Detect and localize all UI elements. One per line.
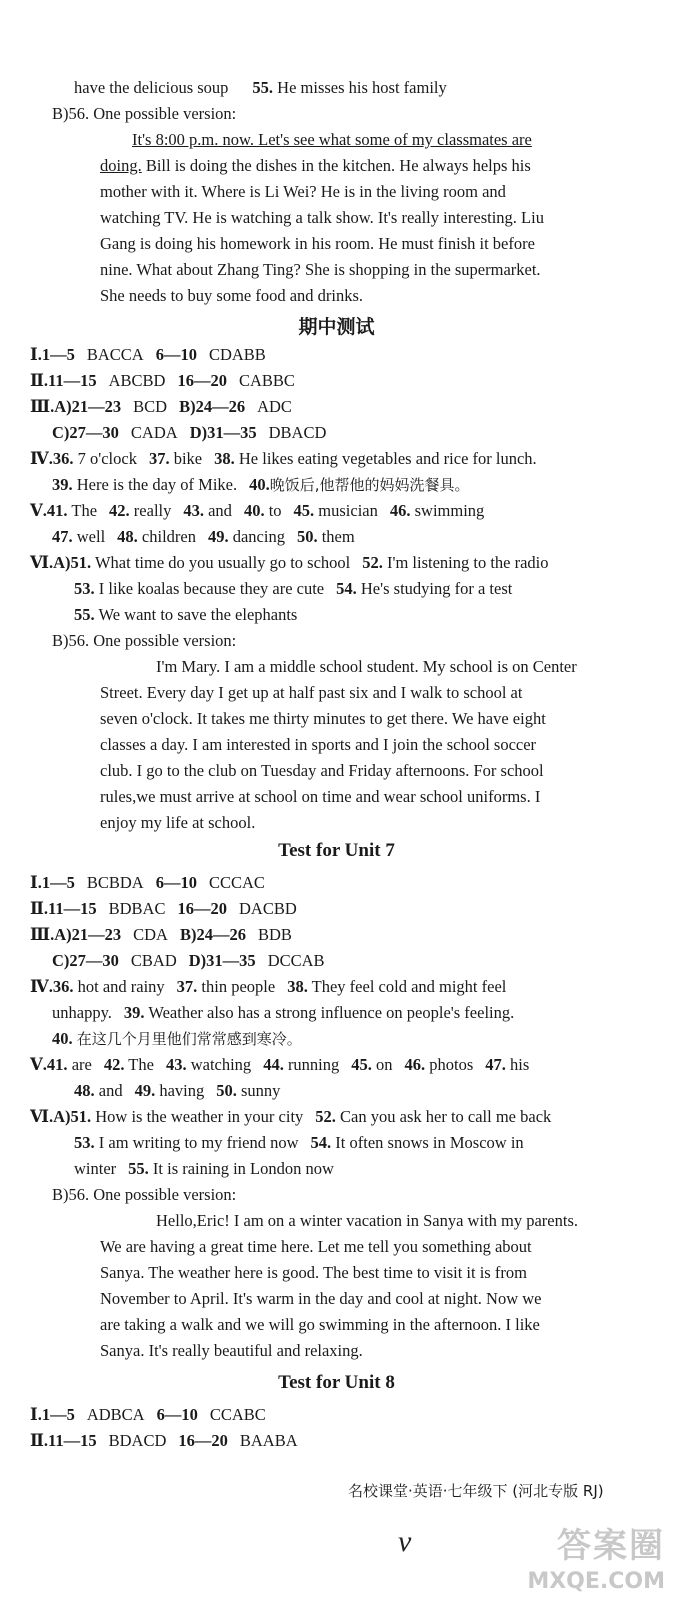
question-range: C)27—30 [52, 423, 119, 442]
answer-text: 7 o'clock [77, 449, 137, 468]
answer-row [30, 498, 484, 524]
answer-text: The [71, 501, 98, 520]
question-number: 46. [404, 1055, 426, 1074]
answer-letters: BCD [133, 397, 168, 416]
question-number: 44. [263, 1055, 284, 1074]
question-number: 47. [52, 527, 73, 546]
answer-row [30, 446, 537, 472]
question-number: 39. [123, 1003, 145, 1022]
answer-text: I like koalas because they are cute [98, 579, 325, 598]
answer-text: have the delicious soup [74, 78, 229, 97]
question-number: 50. [296, 527, 318, 546]
answer-text: hot and rainy [77, 977, 165, 996]
question-number: 46. [389, 501, 411, 520]
section-title: 期中测试 [298, 317, 375, 338]
answer-text: They feel cold and might feel [311, 977, 507, 996]
question-range: B)24—26 [179, 397, 246, 416]
answer-letters: DBACD [268, 423, 327, 442]
answer-row [74, 1078, 280, 1104]
essay-line: Gang is doing his homework in his room. He must finish it before [100, 234, 535, 253]
answer-letters: CBAD [130, 951, 177, 970]
question-number: 45. [293, 501, 315, 520]
answer-text: He misses his host family [277, 78, 447, 97]
question-range: Ⅰ.1—5 [30, 345, 75, 364]
question-number: 40. [243, 501, 265, 520]
question-number: 38. [287, 977, 308, 996]
question-number: 48. [117, 527, 138, 546]
answer-text: musician [318, 501, 378, 520]
question-range: Ⅱ.11—15 [30, 899, 97, 918]
answer-row [30, 368, 295, 394]
question-range: Ⅱ.11—15 [30, 371, 97, 390]
essay-line: classes a day. I am interested in sports and I join the school soccer [100, 735, 537, 754]
answer-text: Here is the day of Mike. [76, 475, 238, 494]
answer-row [52, 524, 355, 550]
question-number: Ⅳ.36. [30, 449, 74, 468]
watermark-top: 答案圈 [557, 1526, 665, 1566]
answer-letters: BDBAC [108, 899, 166, 918]
answer-line [74, 75, 447, 101]
answer-text: them [321, 527, 355, 546]
answer-row [30, 1052, 529, 1078]
answer-row [52, 420, 326, 446]
answer-text: 晚饭后,他帮他的妈妈洗餐具。 [269, 476, 470, 494]
question-range: 6—10 [155, 873, 197, 892]
essay-text: doing. [100, 156, 142, 175]
question-range: 16—20 [177, 371, 227, 390]
answer-text: I am writing to my friend now [98, 1133, 299, 1152]
question-number: 54. [336, 579, 357, 598]
answer-text: swimming [414, 501, 485, 520]
question-number: 48. [74, 1081, 95, 1100]
answer-text: running [287, 1055, 340, 1074]
question-range: Ⅲ.A)21—23 [30, 925, 122, 944]
question-number: 37. [148, 449, 170, 468]
essay-line: Sanya. The weather here is good. The best time to visit it is from [100, 1263, 527, 1282]
answer-letters: DCCAB [267, 951, 325, 970]
answer-text: really [133, 501, 172, 520]
answer-text: The [128, 1055, 154, 1074]
answer-row [30, 1104, 551, 1130]
question-number: 50. [216, 1081, 237, 1100]
essay-line: Hello,Eric! I am on a winter vacation in Sanya with my parents. [156, 1211, 578, 1230]
answer-letters: BAABA [239, 1431, 298, 1450]
essay-line: I'm Mary. I am a middle school student. My school is on Center [156, 657, 577, 676]
question-number: 40. [52, 1029, 73, 1048]
answer-text: unhappy. [52, 1003, 112, 1022]
answer-row [74, 576, 512, 602]
answer-row [52, 1000, 514, 1026]
essay-line: nine. What about Zhang Ting? She is shopping in the supermarket. [100, 260, 541, 279]
page-mark: v [398, 1525, 412, 1558]
answer-text: How is the weather in your city [95, 1107, 304, 1126]
answer-row [30, 394, 292, 420]
question-number: 55. [128, 1159, 149, 1178]
watermark-bottom: MXQE.COM [527, 1569, 665, 1594]
answer-text: and [98, 1081, 123, 1100]
essay-line [132, 127, 532, 153]
answer-text: He's studying for a test [360, 579, 513, 598]
essay-line: club. I go to the club on Tuesday and Friday afternoons. For school [100, 761, 544, 780]
essay-line: are taking a walk and we will go swimming in the afternoon. I like [100, 1315, 540, 1334]
question-number: Ⅳ.36. [30, 977, 74, 996]
essay-line: Sanya. It's really beautiful and relaxing. [100, 1341, 363, 1360]
answer-text: Weather also has a strong influence on people's feeling. [148, 1003, 515, 1022]
question-number: 39. [52, 475, 73, 494]
answer-letters: CCCAC [208, 873, 265, 892]
answer-row [30, 974, 506, 1000]
answer-text: I'm listening to the radio [386, 553, 549, 572]
answer-text: winter [74, 1159, 117, 1178]
answer-text: bike [173, 449, 203, 468]
question-range: B)24—26 [179, 925, 246, 944]
essay-line [100, 153, 531, 179]
answer-row [74, 602, 297, 628]
answer-letters: ADC [257, 397, 292, 416]
question-number: 55. [74, 605, 95, 624]
question-number: 53. [74, 579, 95, 598]
answer-text: and [208, 501, 232, 520]
answer-text: thin people [201, 977, 276, 996]
essay-line: She needs to buy some food and drinks. [100, 286, 364, 305]
answer-row [30, 870, 265, 896]
answer-row [52, 948, 325, 974]
answer-text: sunny [241, 1081, 281, 1100]
answer-text: 在这几个月里他们常常感到寒冷。 [76, 1030, 302, 1048]
question-range: Ⅲ.A)21—23 [30, 397, 122, 416]
answer-row [30, 550, 549, 576]
answer-text: Can you ask her to call me back [340, 1107, 552, 1126]
question-number: 49. [207, 527, 229, 546]
essay-line: We are having a great time here. Let me tell you something about [100, 1237, 532, 1256]
essay-line: Street. Every day I get up at half past six and I walk to school at [100, 683, 523, 702]
question-number: Ⅴ.41. [30, 501, 68, 520]
answer-row [30, 922, 292, 948]
answer-text: are [71, 1055, 92, 1074]
question-number: 52. [315, 1107, 336, 1126]
section-title: Test for Unit 8 [278, 1372, 395, 1393]
answer-text: well [76, 527, 106, 546]
question-number: 49. [134, 1081, 156, 1100]
answer-text: What time do you usually go to school [94, 553, 351, 572]
answer-letters: CDABB [208, 345, 266, 364]
question-number: 40. [249, 475, 270, 494]
answer-text: dancing [232, 527, 285, 546]
writing-label: B)56. One possible version: [52, 104, 237, 123]
question-number: 54. [310, 1133, 332, 1152]
essay-text: It's 8:00 p.m. now. Let's see what some of my classmates are [132, 130, 532, 149]
answer-row [52, 1026, 302, 1052]
essay-line: November to April. It's warm in the day and cool at night. Now we [100, 1289, 542, 1308]
question-number: 43. [165, 1055, 187, 1074]
answer-letters: CABBC [238, 371, 295, 390]
question-number: Ⅵ.A)51. [30, 553, 92, 572]
answer-row [30, 1428, 298, 1454]
answer-letters: CADA [130, 423, 178, 442]
question-range: 16—20 [178, 1431, 228, 1450]
answer-text: We want to save the elephants [98, 605, 298, 624]
answer-letters: DACBD [238, 899, 297, 918]
writing-label: B)56. One possible version: [52, 1185, 237, 1204]
answer-letters: BACCA [86, 345, 144, 364]
answer-text: children [141, 527, 196, 546]
essay-line: watching TV. He is watching a talk show. It's really interesting. Liu [100, 208, 544, 227]
question-number: 53. [74, 1133, 95, 1152]
essay-line: rules,we must arrive at school on time and wear school uniforms. I [100, 787, 541, 806]
question-number: 42. [103, 1055, 125, 1074]
question-range: Ⅰ.1—5 [30, 1405, 75, 1424]
answer-letters: BCBDA [86, 873, 144, 892]
watermark [515, 1518, 665, 1596]
question-range: D)31—35 [188, 951, 256, 970]
answer-text: to [268, 501, 282, 520]
question-number: 52. [362, 553, 383, 572]
answer-text: He likes eating vegetables and rice for lunch. [238, 449, 537, 468]
essay-line: enjoy my life at school. [100, 813, 256, 832]
question-range: C)27—30 [52, 951, 119, 970]
answer-row [30, 896, 297, 922]
question-number: Ⅴ.41. [30, 1055, 68, 1074]
answer-text: his [510, 1055, 530, 1074]
question-range: Ⅱ.11—15 [30, 1431, 97, 1450]
answer-row [52, 472, 470, 498]
answer-letters: BDB [257, 925, 292, 944]
essay-line: mother with it. Where is Li Wei? He is in the living room and [100, 182, 506, 201]
question-range: 6—10 [155, 345, 197, 364]
answer-letters: ADBCA [86, 1405, 145, 1424]
answer-letters: CDA [133, 925, 168, 944]
answer-letters: BDACD [108, 1431, 167, 1450]
question-number: 43. [183, 501, 204, 520]
question-range: D)31—35 [189, 423, 257, 442]
answer-text: It is raining in London now [152, 1159, 334, 1178]
question-range: Ⅰ.1—5 [30, 873, 75, 892]
answer-letters: ABCBD [108, 371, 166, 390]
answer-row [30, 342, 266, 368]
section-title: Test for Unit 7 [278, 840, 395, 861]
question-number: 47. [485, 1055, 506, 1074]
answer-text: photos [429, 1055, 474, 1074]
question-number: 38. [214, 449, 235, 468]
question-number: 45. [351, 1055, 372, 1074]
essay-text: Bill is doing the dishes in the kitchen. He always helps his [145, 156, 531, 175]
answer-row [74, 1156, 334, 1182]
question-number: 42. [109, 501, 130, 520]
question-number: 55. [252, 78, 274, 97]
question-range: 6—10 [156, 1405, 198, 1424]
answer-row [30, 1402, 266, 1428]
answer-text: watching [190, 1055, 252, 1074]
page-footer: 名校课堂·英语·七年级下 (河北专版 RJ) [348, 1482, 604, 1500]
essay-line: seven o'clock. It takes me thirty minutes to get there. We have eight [100, 709, 546, 728]
writing-label: B)56. One possible version: [52, 631, 237, 650]
answer-letters: CCABC [209, 1405, 266, 1424]
answer-text: It often snows in Moscow in [335, 1133, 524, 1152]
question-number: Ⅵ.A)51. [30, 1107, 92, 1126]
answer-text: having [159, 1081, 205, 1100]
answer-text: on [376, 1055, 393, 1074]
question-range: 16—20 [177, 899, 227, 918]
question-number: 37. [176, 977, 198, 996]
answer-row [74, 1130, 524, 1156]
